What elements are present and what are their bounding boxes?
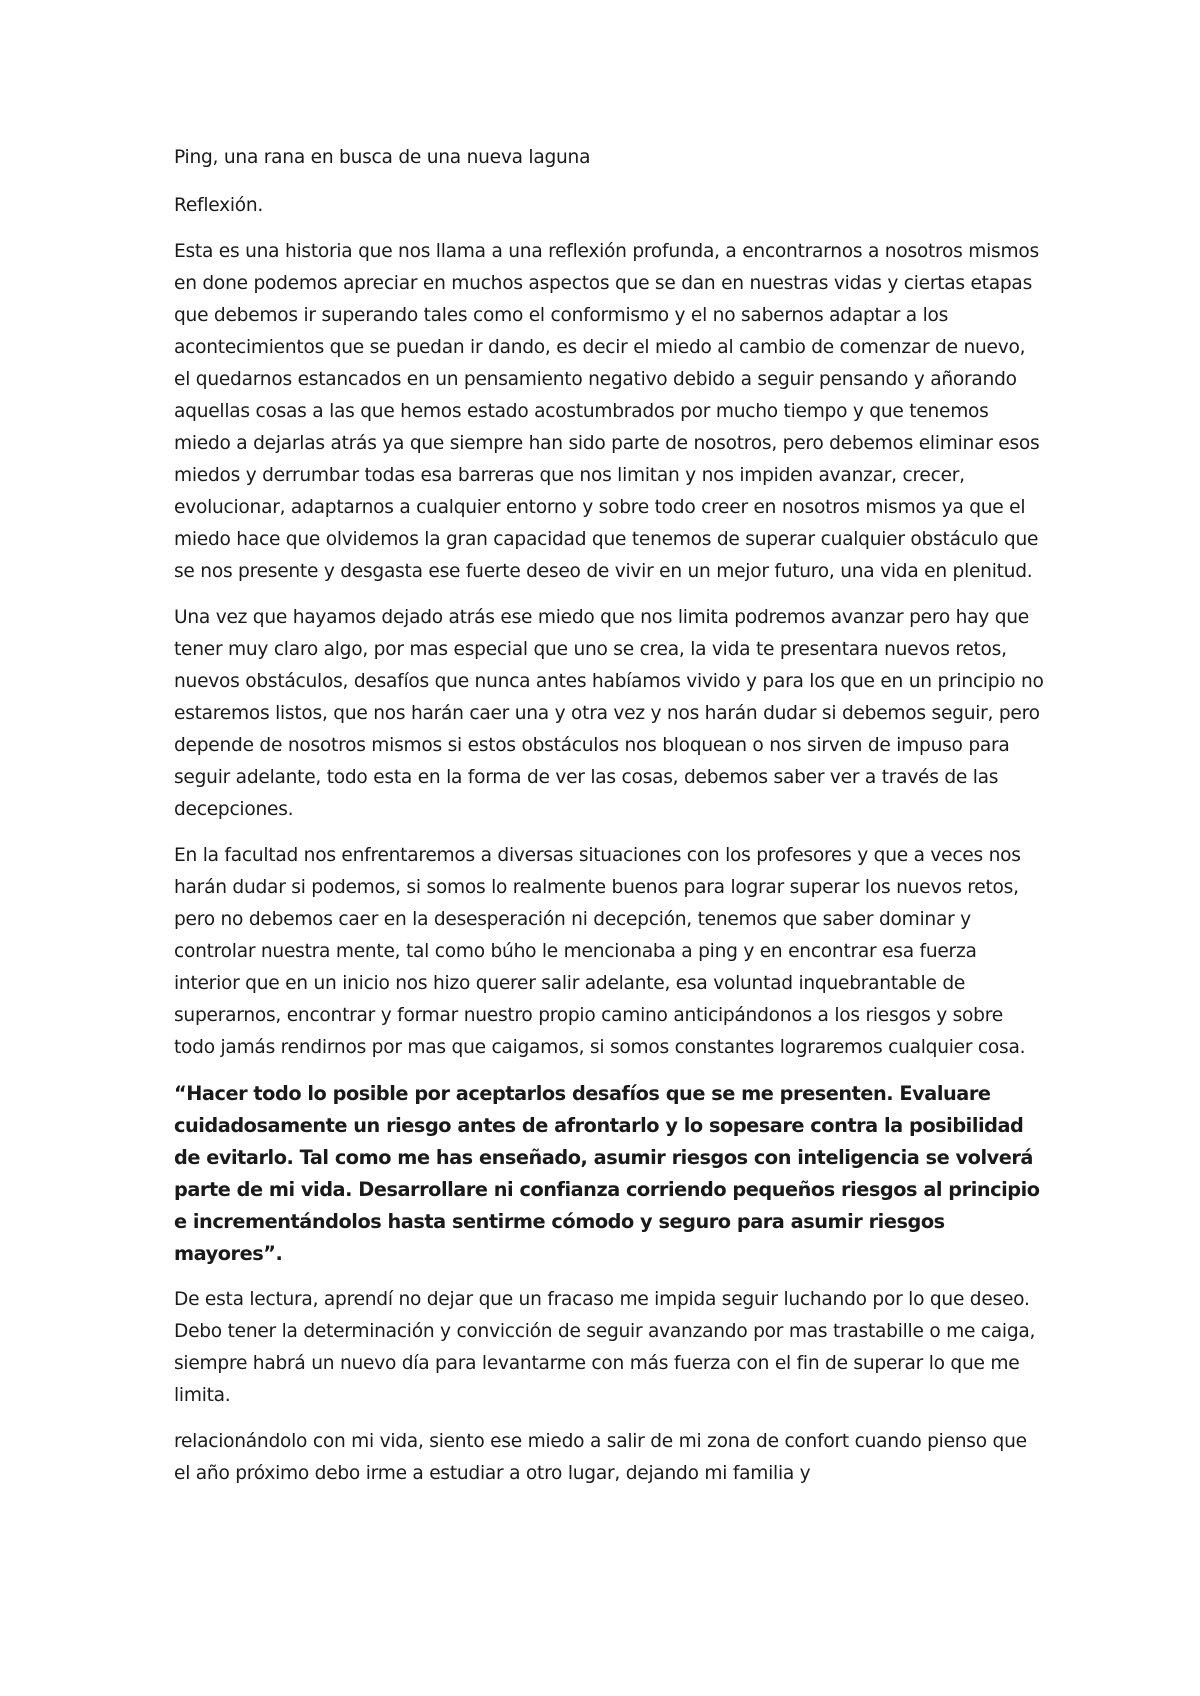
document-body xyxy=(174,142,1044,1504)
quote-paragraph: “Hacer todo lo posible por aceptarlos desafíos que se me presenten. Evaluare cuidadosamente un riesgo antes de afrontarlo y lo sopesare contra la posibilidad de evitarlo. Tal como me has enseñado, asumir riesgos con inteligencia se volverá parte de mi vida. Desarrollare ni confianza corriendo pequeños riesgos al principio e incrementándolos hasta sentirme cómodo y seguro para asumir riesgos mayores”. xyxy=(174,1082,1040,1265)
paragraph-3: En la facultad nos enfrentaremos a diversas situaciones con los profesores y que a veces nos harán dudar si podemos, si somos lo realmente buenos para lograr superar los nuevos retos, pero no debemos caer en la desesperación ni decepción, tenemos que saber dominar y controlar nuestra mente, tal como búho le mencionaba a ping y en encontrar esa fuerza interior que en un inicio nos hizo querer salir adelante, esa voluntad inquebrantable de superarnos, encontrar y formar nuestro propio camino anticipándonos a los riesgos y sobre todo jamás rendirnos por mas que caigamos, si somos constantes lograremos cualquier cosa. xyxy=(174,845,1026,1058)
paragraph-2: Una vez que hayamos dejado atrás ese miedo que nos limita podremos avanzar pero hay que tener muy claro algo, por mas especial que uno se crea, la vida te presentara nuevos retos, nuevos obstáculos, desafíos que nunca antes habíamos vivido y para los que en un principio no estaremos listos, que nos harán caer una y otra vez y nos harán dudar si debemos seguir, pero depende de nosotros mismos si estos obstáculos nos bloquean o nos sirven de impuso para seguir adelante, todo esta en la forma de ver las cosas, debemos saber ver a través de las decepciones. xyxy=(174,607,1044,820)
closing-paragraph-1: De esta lectura, aprendí no dejar que un fracaso me impida seguir luchando por lo que deseo. Debo tener la determinación y convicción de seguir avanzando por mas trastabille o me caiga, siempre habrá un nuevo día para levantarme con más fuerza con el fin de superar lo que me limita. xyxy=(174,1289,1036,1406)
paragraph-1: Esta es una historia que nos llama a una reflexión profunda, a encontrarnos a nosotros mismos en done podemos apreciar en muchos aspectos que se dan en nuestras vidas y ciertas etapas que debemos ir superando tales como el conformismo y el no sabernos adaptar a los acontecimientos que se puedan ir dando, es decir el miedo al cambio de comenzar de nuevo, el quedarnos estancados en un pensamiento negativo debido a seguir pensando y añorando aquellas cosas a las que hemos estado acostumbrados por mucho tiempo y que tenemos miedo a dejarlas atrás ya que siempre han sido parte de nosotros, pero debemos eliminar esos miedos y derrumbar todas esa barreras que nos limitan y nos impiden avanzar, crecer, evolucionar, adaptarnos a cualquier entorno y sobre todo creer en nosotros mismos ya que el miedo hace que olvidemos la gran capacidad que tenemos de superar cualquier obstáculo que se nos presente y desgasta ese fuerte deseo de vivir en un mejor futuro, una vida en plenitud. xyxy=(174,241,1040,582)
document-subtitle: Reflexión. xyxy=(174,195,264,216)
document-title: Ping, una rana en busca de una nueva laguna xyxy=(174,147,591,168)
closing-paragraph-2: relacionándolo con mi vida, siento ese miedo a salir de mi zona de confort cuando pienso que el año próximo debo irme a estudiar a otro lugar, dejando mi familia y xyxy=(174,1431,1027,1484)
